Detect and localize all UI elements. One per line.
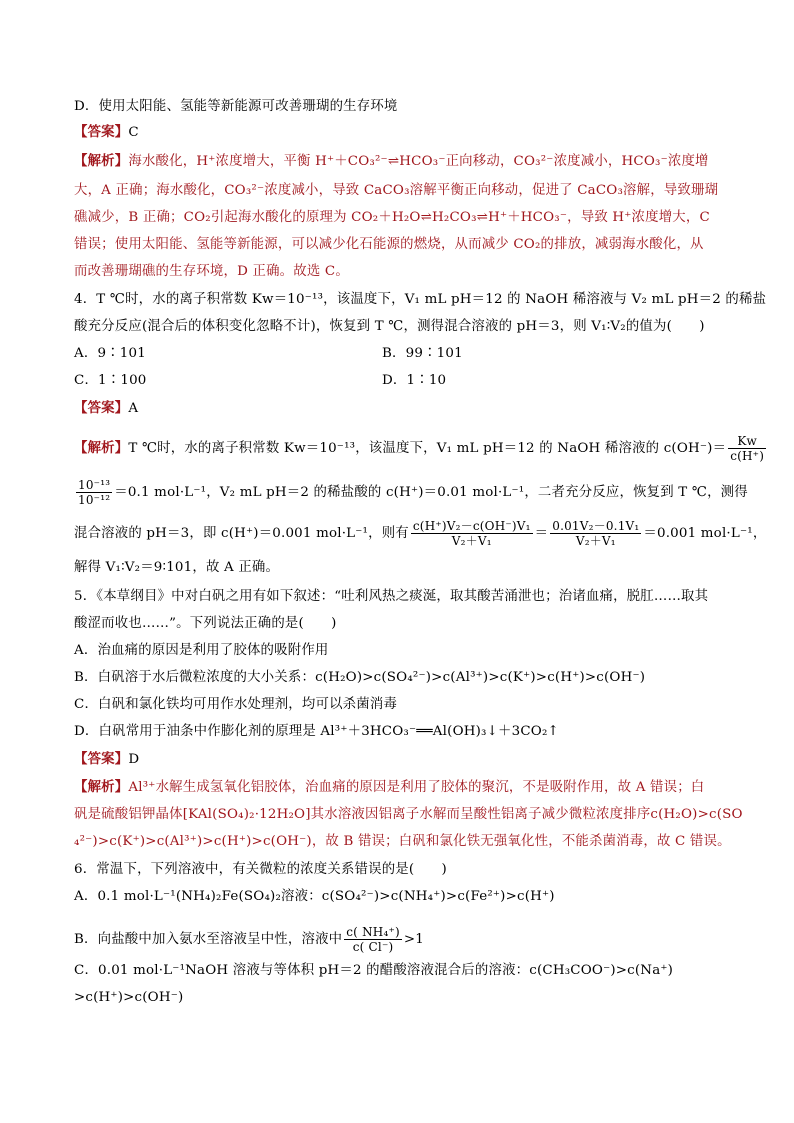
analysis-q5-line1 (74, 777, 704, 798)
answer-value: A (128, 401, 139, 416)
answer-q4 (74, 398, 138, 419)
analysis-q3-line3: 礁减少，B 正确；CO₂引起海水酸化的原理为 CO₂＋H₂O⇌H₂CO₃⇌H⁺＋HCO₃⁻，导致 H⁺浓度增大，C (74, 210, 710, 225)
question-6: 6．常温下，下列溶液中，有关微粒的浓度关系错误的是( ) (74, 862, 447, 877)
option-b-q4: B．99∶101 (382, 346, 463, 361)
fraction-mix-values: $\frac{\text{0.01V₂－0.1V₁}}{\text{V₂＋V₁}}$ (552, 519, 640, 548)
analysis-tag: 【解析】 (74, 153, 129, 169)
option-c-q6-line2: >c(H⁺)>c(OH⁻) (74, 990, 184, 1005)
analysis-q5-line2: 矾是硫酸铝钾晶体[KAl(SO₄)₂·12H₂O]其水溶液因铝离子水解而呈酸性铝离子减少微粒浓度排序c(H₂O)>c(SO (74, 807, 743, 822)
option-b-q5: B．白矾溶于水后微粒浓度的大小关系：c(H₂O)>c(SO₄²⁻)>c(Al³⁺)>c(K⁺)>c(H⁺)>c(OH⁻) (74, 670, 646, 685)
analysis-q4-line1 (74, 434, 768, 463)
analysis-tag: 【解析】 (74, 440, 129, 456)
fraction-kw-over-h: $\frac{Kw}{c(H^+)}$ (730, 434, 765, 463)
fraction-mix-formula: $\frac{\text{c(H⁺)V₂－c(OH⁻)V₁}}{\text{V₂＋V₁}}$ (412, 519, 531, 548)
option-d-q4: D．1∶10 (382, 373, 447, 388)
analysis-q3-line2: 大，A 正确；海水酸化，CO₃²⁻浓度减小，导致 CaCO₃溶解平衡正向移动，促进了 CaCO₃溶解，导致珊瑚 (74, 183, 719, 198)
analysis-q4-line3: 混合溶液的 pH＝3，即 c(H⁺)＝0.001 mol·L⁻¹，则有 $\frac{\text{c(H⁺)V₂－c(OH⁻)V₁}}{\text{V₂＋V₁}}$ ＝ $\frac{\text{0.01V₂－0.1V₁}}{\text{V₂＋V₁}}$ ＝0.001 mol·L⁻¹， (74, 519, 767, 548)
answer-q3 (74, 122, 139, 143)
analysis-q3-line4: 错误；使用太阳能、氢能等新能源，可以减少化石能源的燃烧，从而减少 CO₂的排放，减弱海水酸化，从 (74, 237, 704, 252)
analysis-text: Al³⁺水解生成氢氧化铝胶体，治血痛的原因是利用了胶体的聚沉，不是吸附作用，故 A 错误；白 (128, 780, 705, 795)
analysis-tag: 【解析】 (74, 779, 129, 795)
analysis-text: 海水酸化，H⁺浓度增大，平衡 H⁺＋CO₃²⁻⇌HCO₃⁻正向移动，CO₃²⁻浓度减小，HCO₃⁻浓度增 (128, 154, 709, 169)
answer-tag: 【答案】 (74, 751, 129, 767)
fraction-nh4-over-cl: $\frac{\text{c( NH₄⁺)}}{c( Cl^-)}$ (346, 925, 400, 954)
option-d-q3: D．使用太阳能、氢能等新能源可改善珊瑚的生存环境 (74, 99, 398, 114)
analysis-q4-line4: 解得 V₁∶V₂＝9∶101，故 A 正确。 (74, 560, 280, 575)
fraction-powers: $\frac{\text{10⁻¹³}}{\text{10⁻¹²}}$ (78, 478, 111, 507)
question-5-line1: 5．《本草纲目》中对白矾之用有如下叙述：“吐利风热之痰涎，取其酸苦涌泄也；治诸血痛，脱肛……取其 (74, 589, 709, 604)
answer-tag: 【答案】 (74, 124, 129, 140)
question-4-line1: 4．T ℃时，水的离子积常数 Kw＝10⁻¹³，该温度下，V₁ mL pH＝12 的 NaOH 稀溶液与 V₂ mL pH＝2 的稀盐 (74, 292, 767, 307)
option-a-q4: A．9∶101 (74, 346, 146, 361)
analysis-q3-line1 (74, 151, 709, 172)
analysis-q3-line5: 而改善珊瑚礁的生存环境，D 正确。故选 C。 (74, 264, 349, 279)
option-c-q4: C．1∶100 (74, 373, 147, 388)
option-d-q5: D．白矾常用于油条中作膨化剂的原理是 Al³⁺＋3HCO₃⁻══Al(OH)₃↓＋3CO₂↑ (74, 724, 559, 739)
analysis-q4-line2: $\frac{\text{10⁻¹³}}{\text{10⁻¹²}}$ ＝0.1 mol·L⁻¹，V₂ mL pH＝2 的稀盐酸的 c(H⁺)＝0.01 mol·L⁻¹，二者充分反应，恢复到 T ℃，测得 (78, 478, 748, 507)
option-b-q6: B．向盐酸中加入氨水至溶液呈中性，溶液中 $\frac{\text{c( NH₄⁺)}}{c( Cl^-)}$ >1 (74, 925, 425, 954)
option-a-q5: A．治血痛的原因是利用了胶体的吸附作用 (74, 643, 329, 658)
question-5-line2: 酸涩而收也……”。下列说法正确的是( ) (74, 616, 337, 631)
analysis-q5-line3: ₄²⁻)>c(K⁺)>c(Al³⁺)>c(H⁺)>c(OH⁻)，故 B 错误；白矾和氯化铁无强氧化性，不能杀菌消毒，故 C 错误。 (74, 834, 731, 849)
answer-value: C (128, 125, 139, 140)
answer-value: D (128, 752, 140, 767)
option-c-q6-line1: C．0.01 mol·L⁻¹NaOH 溶液与等体积 pH＝2 的醋酸溶液混合后的溶液：c(CH₃COO⁻)>c(Na⁺) (74, 963, 674, 978)
option-c-q5: C．白矾和氯化铁均可用作水处理剂，均可以杀菌消毒 (74, 697, 398, 712)
analysis-text: T ℃时，水的离子积常数 Kw＝10⁻¹³，该温度下，V₁ mL pH＝12 的 NaOH 稀溶液的 c(OH⁻)＝ (128, 441, 727, 456)
answer-tag: 【答案】 (74, 400, 129, 416)
question-4-line2: 酸充分反应(混合后的体积变化忽略不计)，恢复到 T ℃，测得混合溶液的 pH＝3，则 V₁∶V₂的值为( ) (74, 319, 705, 334)
answer-q5 (74, 749, 139, 770)
option-a-q6: A．0.1 mol·L⁻¹(NH₄)₂Fe(SO₄)₂溶液：c(SO₄²⁻)>c(NH₄⁺)>c(Fe²⁺)>c(H⁺) (74, 889, 555, 904)
